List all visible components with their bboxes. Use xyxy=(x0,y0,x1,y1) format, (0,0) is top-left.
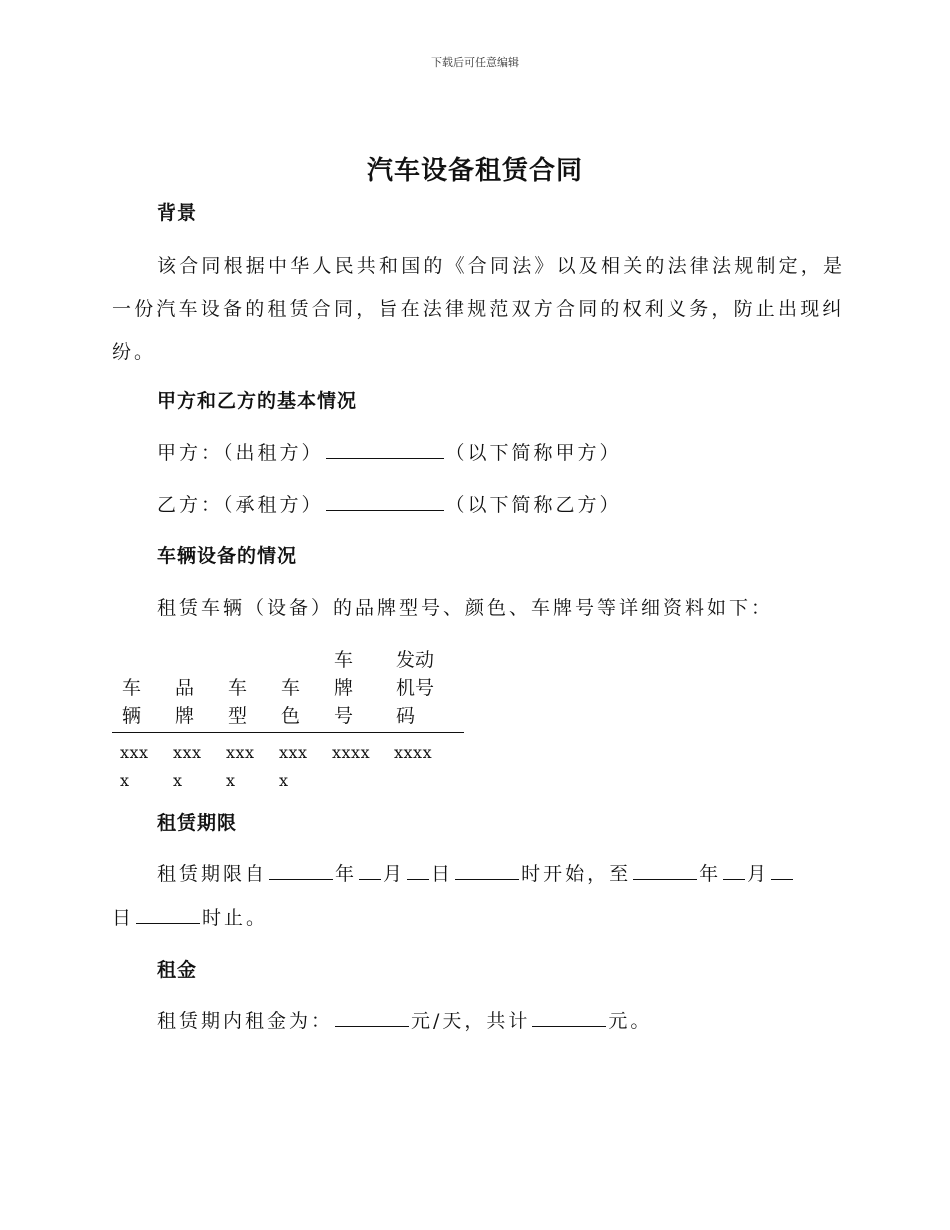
party-b-name-blank[interactable] xyxy=(326,492,444,511)
section-heading-vehicle: 车辆设备的情况 xyxy=(157,545,298,567)
table-header-engine: 发动 机号 码 xyxy=(396,649,435,727)
party-a-suffix: （以下简称甲方） xyxy=(445,442,622,464)
table-header-vehicle: 车 辆 xyxy=(122,677,142,727)
table-header-plate: 车 牌 号 xyxy=(334,649,354,727)
term-start-day-blank[interactable] xyxy=(407,861,429,880)
term-text-end-year: 年 xyxy=(699,863,722,885)
term-end-day-blank[interactable] xyxy=(771,861,793,880)
rent-text-label: 租赁期内租金为： xyxy=(157,1010,334,1032)
term-text-end-month: 月 xyxy=(747,863,770,885)
table-header-brand: 品 牌 xyxy=(175,677,195,727)
section-heading-term: 租赁期限 xyxy=(157,812,238,834)
term-start-month-blank[interactable] xyxy=(359,861,381,880)
section-heading-background: 背景 xyxy=(157,202,198,224)
rent-total-blank[interactable] xyxy=(532,1008,606,1027)
table-cell-brand[interactable]: xxx x xyxy=(173,743,202,790)
term-start-hour-blank[interactable] xyxy=(455,861,519,880)
term-end-hour-blank[interactable] xyxy=(136,905,200,924)
term-text-year: 年 xyxy=(335,863,358,885)
term-start-year-blank[interactable] xyxy=(269,861,333,880)
vehicle-intro: 租赁车辆（设备）的品牌型号、颜色、车牌号等详细资料如下： xyxy=(157,597,774,619)
table-header-color: 车 色 xyxy=(281,677,301,727)
table-cell-engine[interactable]: xxxx xyxy=(394,743,433,762)
table-cell-plate[interactable]: xxxx xyxy=(332,743,371,762)
table-cell-color[interactable]: xxx x xyxy=(279,743,308,790)
term-text-day: 日 xyxy=(431,863,454,885)
rent-text-per-day: 元/天，共计 xyxy=(411,1010,531,1032)
term-text-end: 时止。 xyxy=(202,907,269,929)
header-note: 下载后可任意编辑 xyxy=(431,56,519,69)
party-a-name-blank[interactable] xyxy=(326,440,444,459)
section-heading-parties: 甲方和乙方的基本情况 xyxy=(157,390,358,412)
rent-line xyxy=(157,1006,652,1033)
party-b-line xyxy=(157,490,622,517)
term-text-end-day: 日 xyxy=(112,907,135,929)
party-b-prefix: 乙方：（承租方） xyxy=(157,494,324,516)
background-line-1: 该合同根据中华人民共和国的《合同法》以及相关的法律法规制定，是 xyxy=(157,255,846,277)
term-end-year-blank[interactable] xyxy=(633,861,697,880)
party-a-line xyxy=(157,438,622,465)
term-line-2 xyxy=(112,903,268,930)
background-line-2: 一份汽车设备的租赁合同，旨在法律规范双方合同的权利义务，防止出现纠 xyxy=(112,298,845,320)
term-text-month: 月 xyxy=(383,863,406,885)
term-end-month-blank[interactable] xyxy=(723,861,745,880)
term-text-start-to: 时开始，至 xyxy=(521,863,632,885)
term-line-1 xyxy=(157,859,795,886)
section-heading-rent: 租金 xyxy=(157,959,198,981)
background-line-3: 纷。 xyxy=(112,341,157,363)
party-a-prefix: 甲方：（出租方） xyxy=(157,442,324,464)
rent-text-yuan: 元。 xyxy=(608,1010,653,1032)
document-title: 汽车设备租赁合同 xyxy=(366,156,583,186)
rent-daily-blank[interactable] xyxy=(335,1008,409,1027)
table-header-rule xyxy=(112,732,464,733)
table-cell-model[interactable]: xxx x xyxy=(226,743,255,790)
term-text-from: 租赁期限自 xyxy=(157,863,268,885)
table-header-model: 车 型 xyxy=(228,677,248,727)
table-cell-vehicle[interactable]: xxx x xyxy=(120,743,149,790)
party-b-suffix: （以下简称乙方） xyxy=(445,494,622,516)
